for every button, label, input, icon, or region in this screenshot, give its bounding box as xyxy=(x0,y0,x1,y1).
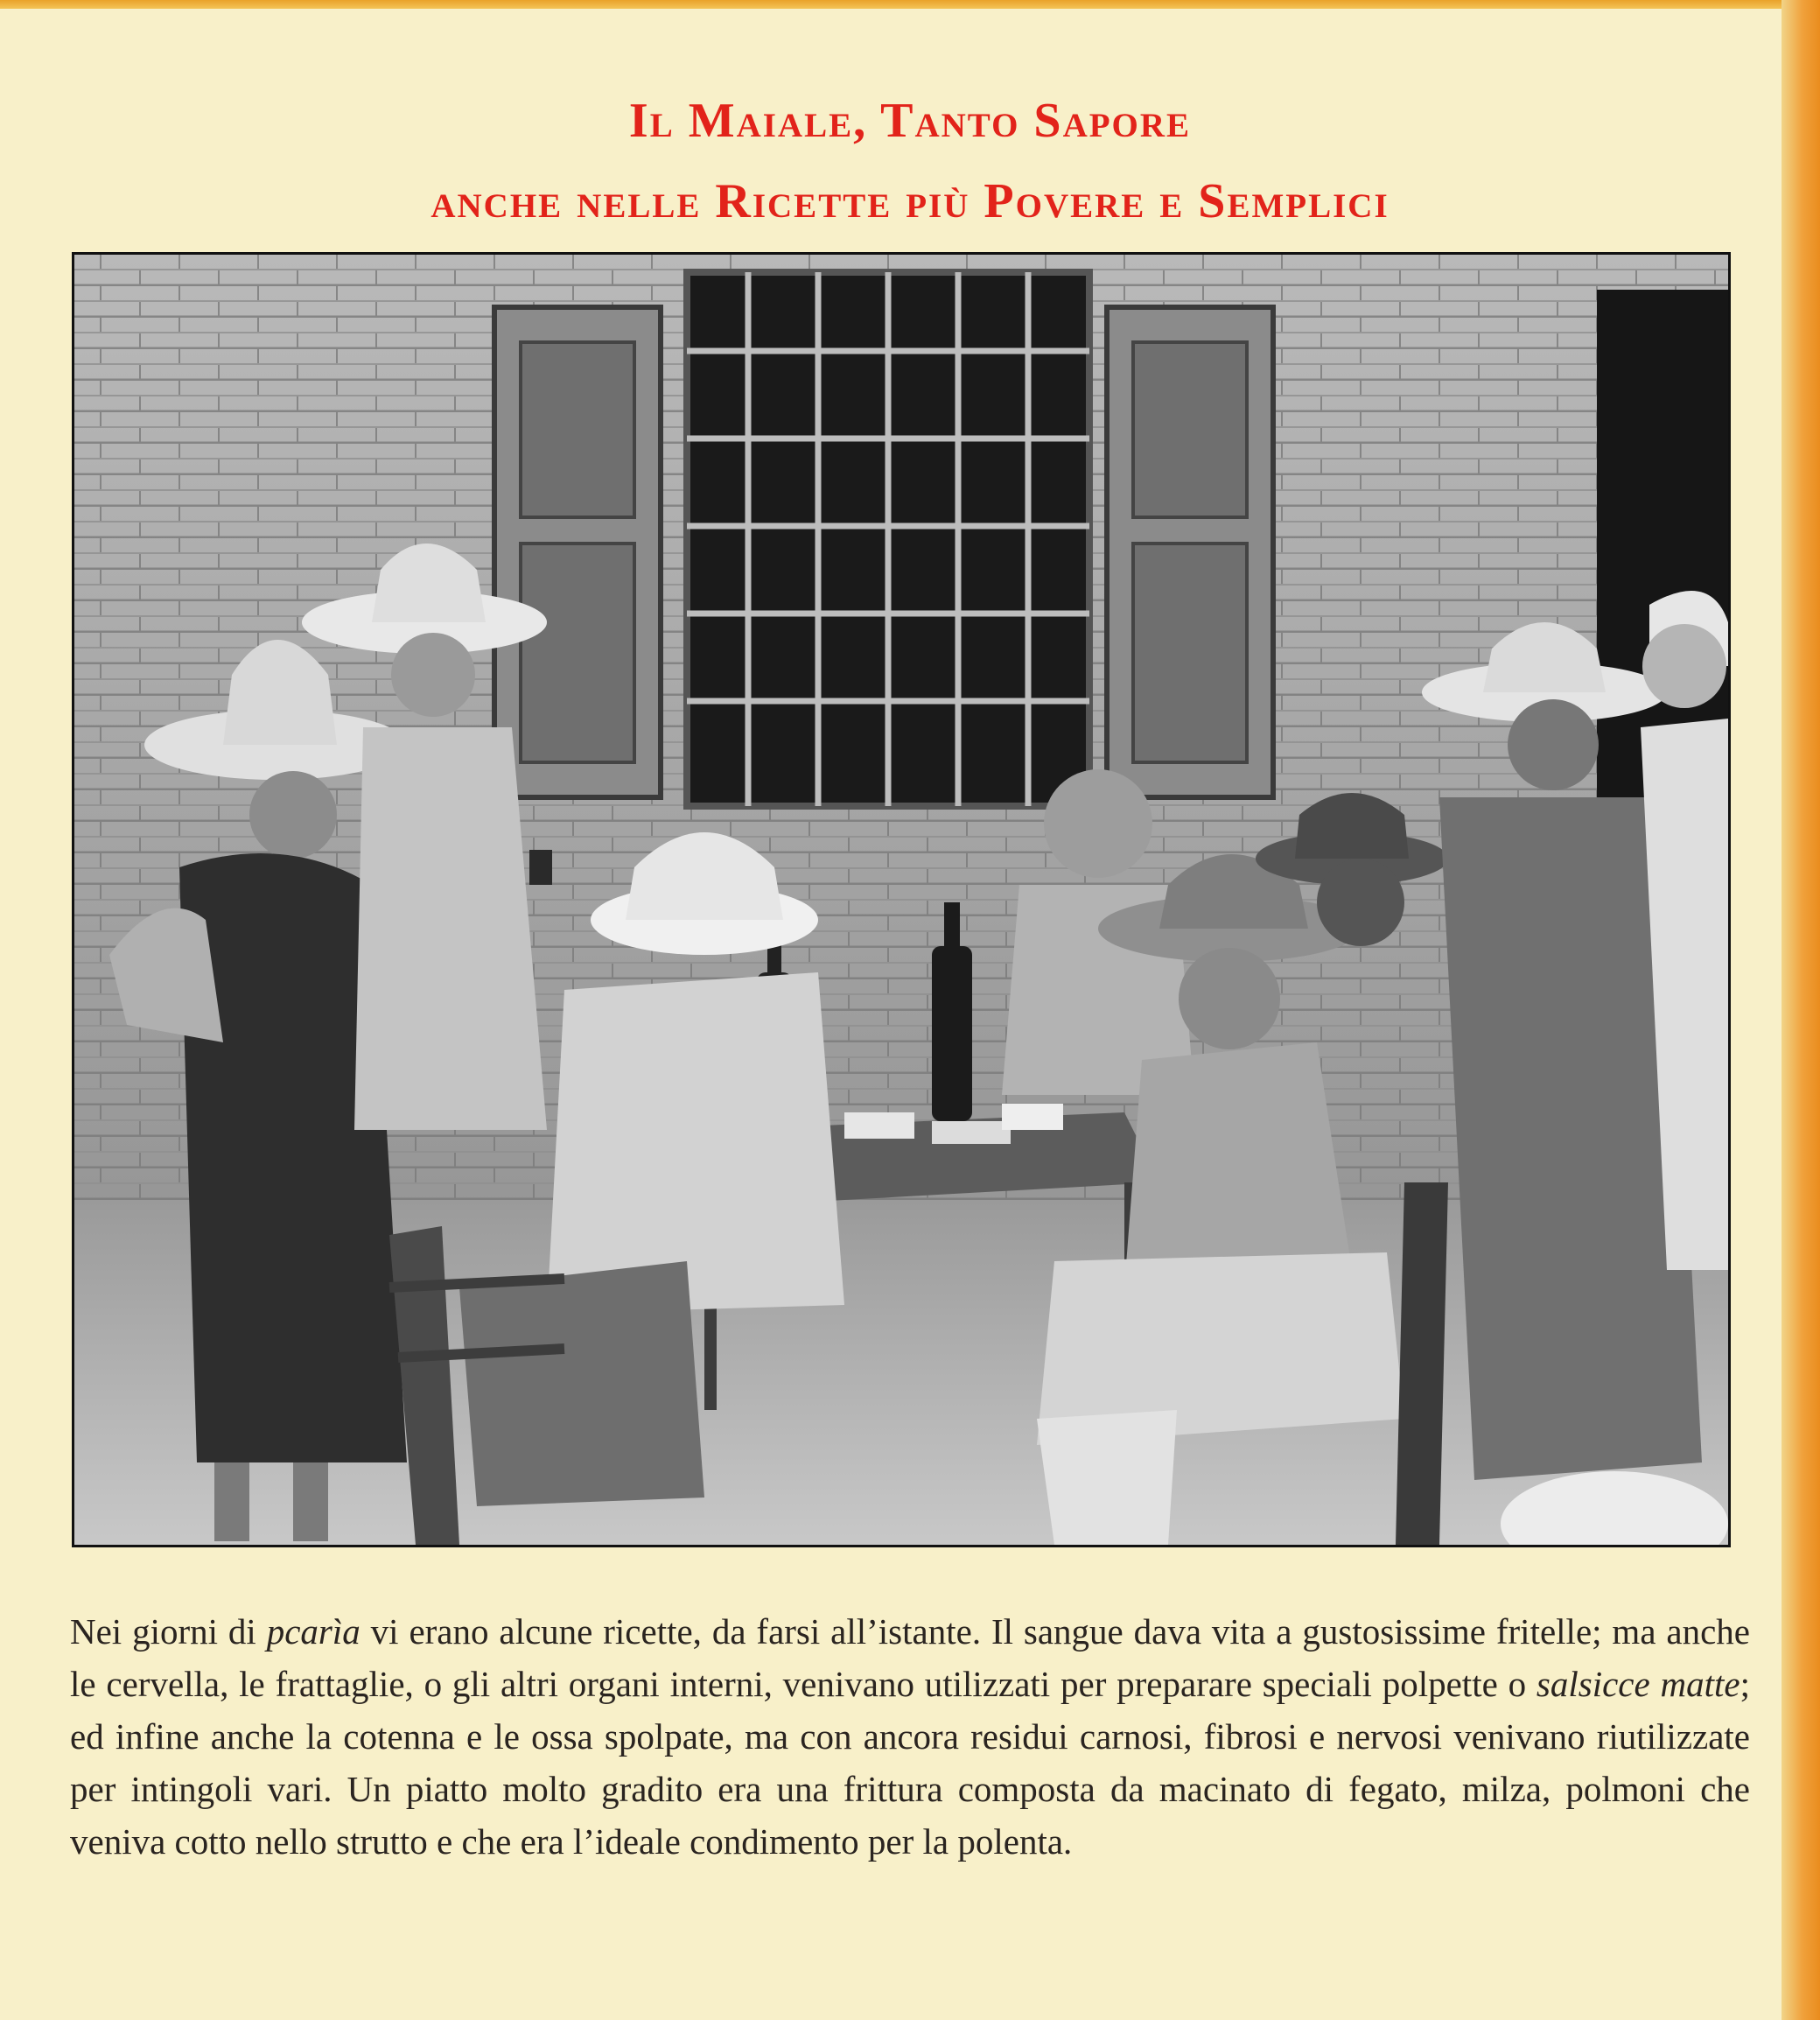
paragraph-text-1: Nei giorni di xyxy=(70,1611,267,1652)
barred-window xyxy=(687,272,1089,806)
title-line-2: anche nelle Ricette più Povere e Semplici xyxy=(430,174,1390,228)
right-border xyxy=(1782,0,1820,2020)
top-border xyxy=(0,0,1820,9)
body-paragraph xyxy=(70,1605,1750,1868)
paragraph-text-2: vi erano alcune ricette, da farsi all’istante. Il sangue dava vita a gustosissime fritelle; ma anche le cervella, le frattaglie, o gli altri organi interni, venivano utilizzati per preparare speciali polpette o xyxy=(70,1611,1750,1704)
paragraph-italic-salsicce: salsicce matte xyxy=(1536,1664,1740,1704)
paragraph-italic-pcaria: pcarìa xyxy=(266,1611,360,1652)
title-line-1: Il Maiale, Tanto Sapore xyxy=(628,94,1192,148)
page-title xyxy=(0,81,1820,242)
historical-photo xyxy=(72,252,1731,1547)
photo-illustration xyxy=(74,255,1728,1545)
paragraph-text-3: ; ed infine anche la cotenna e le ossa spolpate, ma con ancora residui carnosi, fibrosi e nervosi venivano riutilizzate per intingoli vari. Un piatto molto gradito era una frittura composta da macinato di fegato, milza, polmoni che veniva cotto nello strutto e che era l’ideale condimento per la polenta. xyxy=(70,1664,1750,1862)
